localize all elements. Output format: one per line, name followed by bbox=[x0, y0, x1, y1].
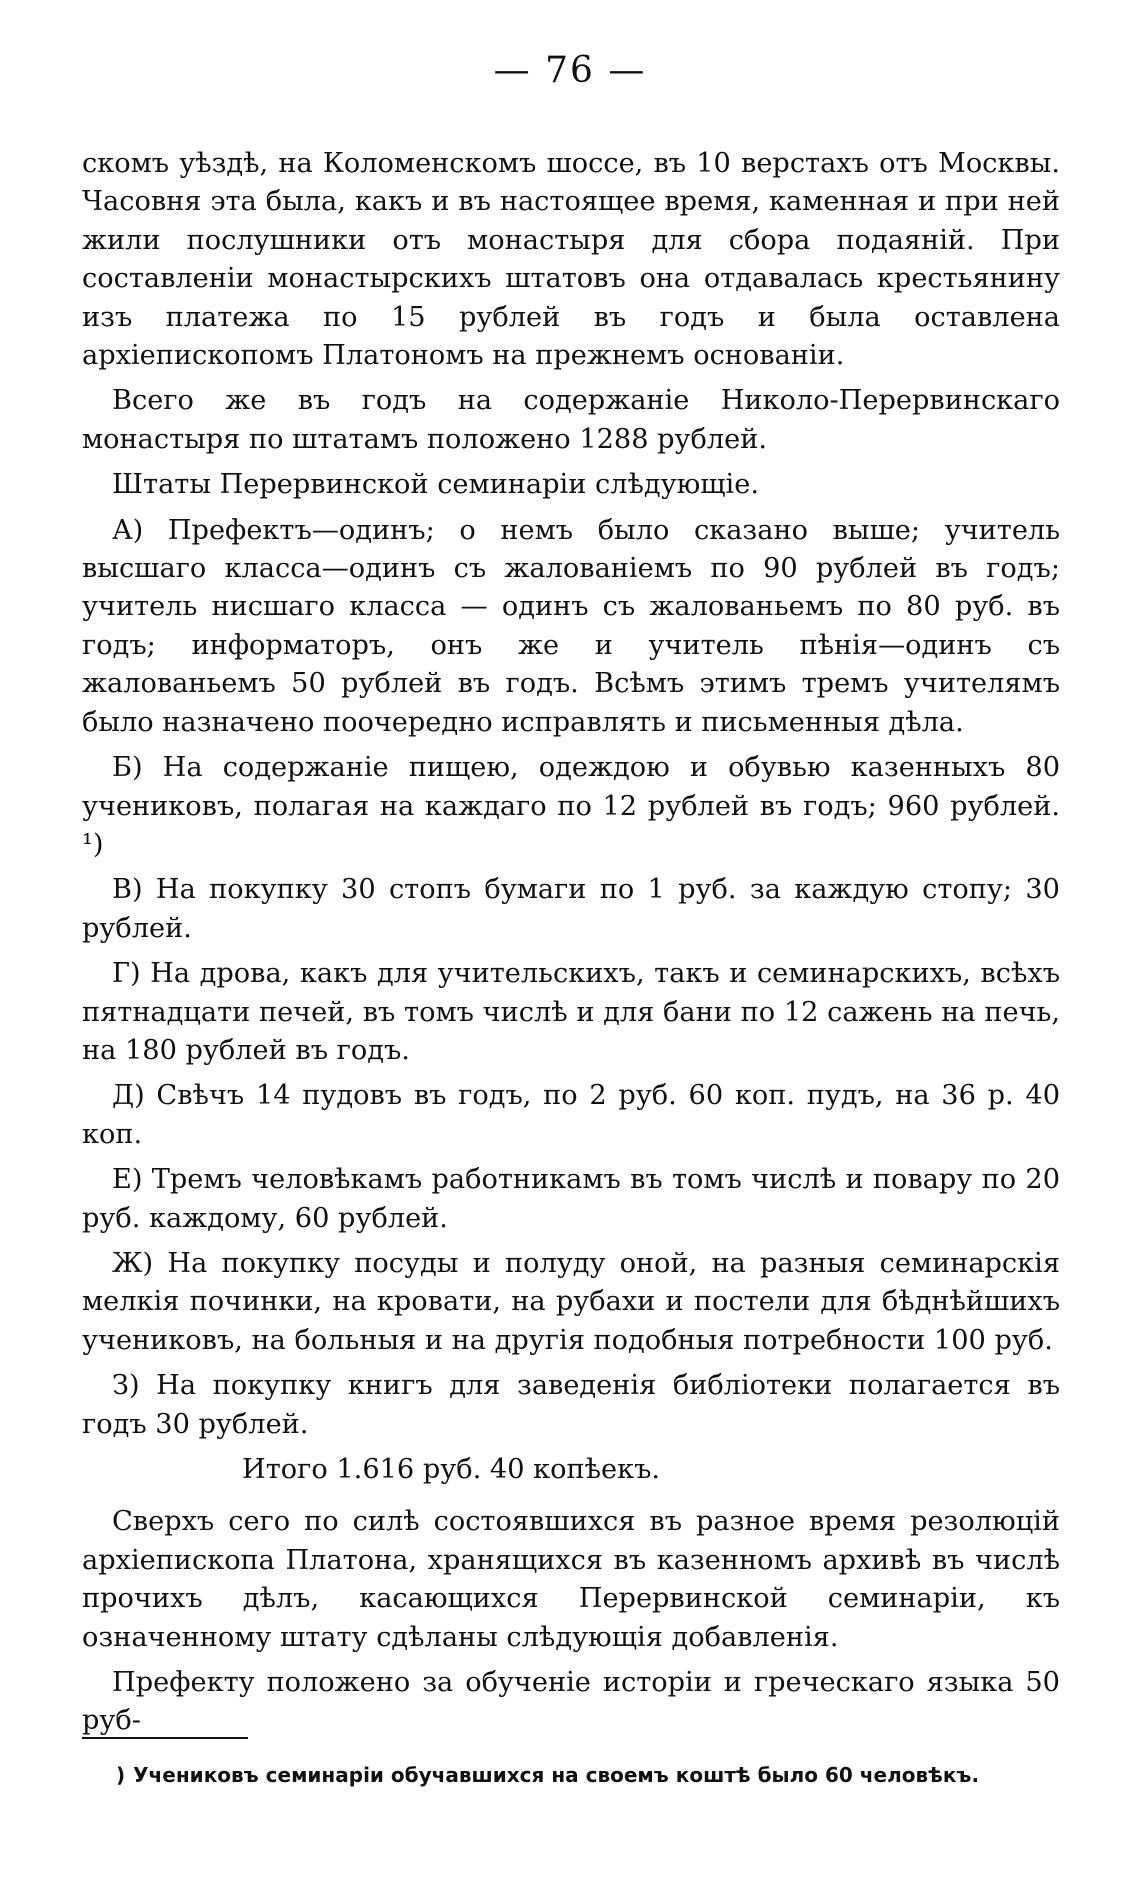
paragraph-item-b: Б) На содержаніе пищею, одеждою и обувью казенныхъ 80 учениковъ, полагая на каждаго по 12 рублей въ годъ; 960 рублей. ¹) bbox=[82, 752, 1060, 860]
page-number: — 76 — bbox=[493, 50, 647, 91]
paragraph-chapel: скомъ уѣздѣ, на Коломенскомъ шоссе, въ 10 верстахъ отъ Москвы. Часовня эта была, какъ и въ настоящее время, каменная и при ней жили послушники отъ монастыря для сбора подаяній. При составленіи монастырскихъ штатовъ она отдавалась крестьянину изъ платежа по 15 рублей въ годъ и была оставлена архіепископомъ Платономъ на прежнемъ основаніи. bbox=[82, 148, 1060, 372]
footnote-text: Учениковъ семинаріи обучавшихся на своемъ коштѣ было 60 человѣкъ. bbox=[133, 1763, 980, 1787]
footnote bbox=[82, 1760, 1060, 1790]
paragraph-item-zh: Ж) На покупку посуды и полуду оной, на разныя семинарскія мелкія починки, на кровати, на рубахи и постели для бѣднѣйшихъ учениковъ, на больныя и на другія подобныя потребности 100 руб. bbox=[82, 1247, 1060, 1356]
body-text bbox=[82, 145, 1060, 1748]
paragraph-item-g: Г) На дрова, какъ для учительскихъ, такъ и семинарскихъ, всѣхъ пятнадцати печей, въ томъ числѣ и для бани по 12 сажень на печь, на 180 рублей въ годъ. bbox=[82, 958, 1060, 1066]
paragraph-item-z: З) На покупку книгъ для заведенія библіотеки полагается въ годъ 30 рублей. bbox=[82, 1370, 1060, 1440]
footnote-mark: ) bbox=[116, 1763, 126, 1787]
footnote-divider bbox=[82, 1737, 248, 1739]
paragraph-additions: Сверхъ сего по силѣ состоявшихся въ разное время резолюцій архіепископа Платона, хранящихся въ казенномъ архивѣ въ числѣ прочихъ дѣлъ, касающихся Перервинской семинаріи, къ означенному штату сдѣланы слѣдующія добавленія. bbox=[82, 1506, 1060, 1653]
paragraph-prefect-pay: Префекту положено за обученіе исторіи и греческаго языка 50 руб- bbox=[82, 1667, 1060, 1737]
paragraph-item-a: А) Префектъ—одинъ; о немъ было сказано выше; учитель высшаго класса—одинъ съ жалованіемъ по 90 рублей въ годъ; учитель нисшаго класса — одинъ съ жалованьемъ по 80 руб. въ годъ; информаторъ, онъ же и учитель пѣнія—одинъ съ жалованьемъ 50 рублей въ годъ. Всѣмъ этимъ тремъ учителямъ было назначено поочередно исправлять и письменныя дѣла. bbox=[82, 514, 1060, 738]
paragraph-item-v: В) На покупку 30 стопъ бумаги по 1 руб. за каждую стопу; 30 рублей. bbox=[82, 874, 1060, 944]
paragraph-seminary-staff-heading: Штаты Перервинской семинаріи слѣдующіе. bbox=[112, 469, 759, 501]
paragraph-total: Итого 1.616 руб. 40 копѣекъ. bbox=[242, 1454, 661, 1485]
paragraph-item-d: Д) Свѣчъ 14 пудовъ въ годъ, по 2 руб. 60 коп. пудъ, на 36 р. 40 коп. bbox=[82, 1080, 1060, 1150]
paragraph-monastery-total: Всего же въ годъ на содержаніе Николо-Перервинскаго монастыря по штатамъ положено 1288 рублей. bbox=[82, 385, 1060, 455]
paragraph-item-e: Е) Тремъ человѣкамъ работникамъ въ томъ числѣ и повару по 20 руб. каждому, 60 рублей. bbox=[82, 1164, 1060, 1234]
